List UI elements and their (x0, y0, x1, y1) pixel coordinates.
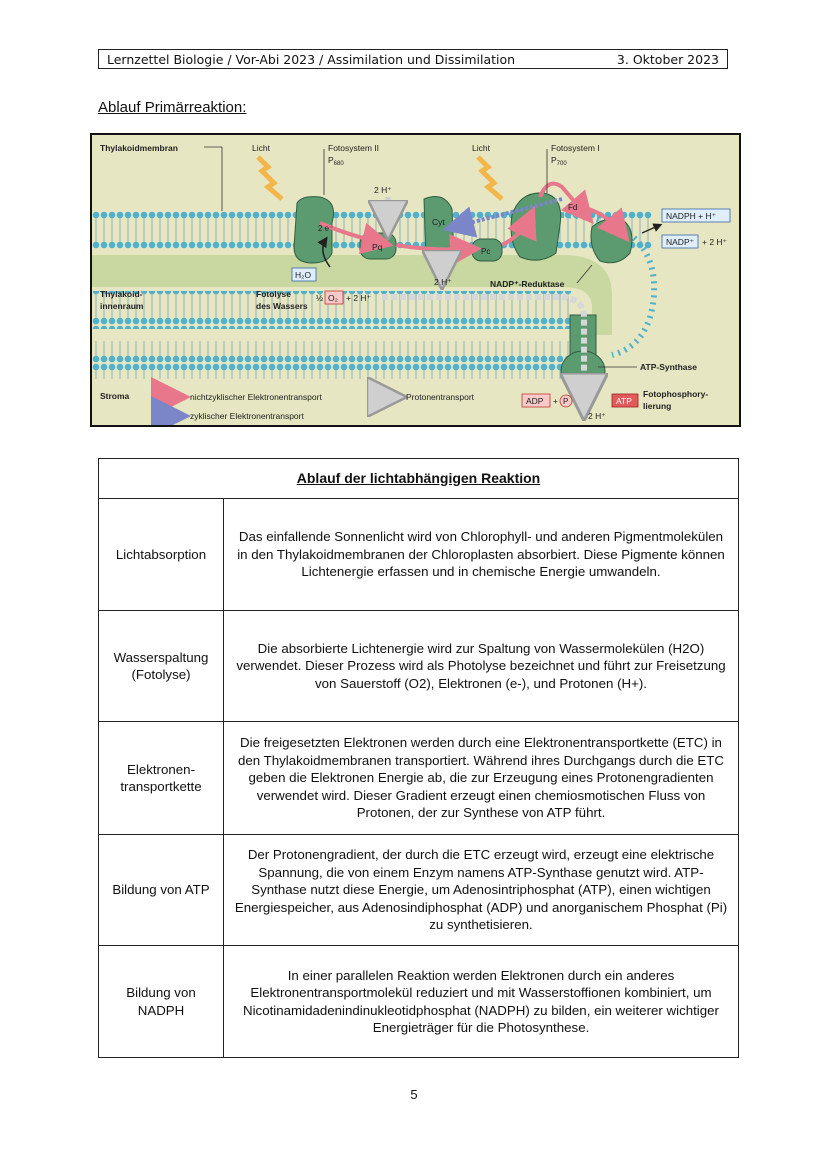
row-text: Die absorbierte Lichtenergie wird zur Spaltung von Wassermolekülen (H2O) verwendet. Dieser Prozess wird als Photolyse bezeichnet und führt zur Freisetzung von Sauerstoff (O2), Elektronen (e-), und Protonen (H+). (224, 611, 739, 722)
label-pc: Pc (481, 247, 491, 256)
label-h-top: 2 H⁺ (374, 185, 392, 195)
table-row (99, 611, 739, 722)
row-label: Bildung von NADPH (99, 946, 224, 1058)
row-text: Das einfallende Sonnenlicht wird von Chlorophyll- und anderen Pigmentmolekülen in den Thylakoidmembranen der Chloroplasten absorbiert. Diese Pigmente können Lichtenergie erfassen und in chemische Energie umwandeln. (224, 499, 739, 611)
label-lumen-2: innenraum (100, 301, 144, 311)
page-number: 5 (410, 1087, 418, 1102)
label-h-right: + 2 H⁺ (702, 237, 728, 247)
label-p680-p: P (328, 155, 334, 165)
label-h2o: H₂O (295, 270, 312, 280)
label-thylakoidmembran: Thylakoidmembran (100, 143, 178, 153)
label-atp: ATP (616, 396, 632, 406)
page-header (98, 49, 728, 69)
row-label: Bildung von ATP (99, 835, 224, 946)
label-photophos-2: lierung (643, 401, 672, 411)
reaction-table (98, 458, 739, 1058)
label-fotosystem-2: Fotosystem II (328, 143, 380, 153)
label-plus: + (553, 396, 558, 406)
row-text: Die freigesetzten Elektronen werden durch eine Elektronentransportkette (ETC) in den Thylakoidmembranen transportiert. Während ihres Durchgangs durch die ETC geben die Elektronen Energie ab, die zur Erzeugung eines Protonengradienten verwendet wird. Dieser Gradient erzeugt einen chemiosmotischen Fluss von Protonen, der zur Synthese von ATP führt. (224, 722, 739, 835)
table-row (99, 722, 739, 835)
row-label: Lichtabsorption (99, 499, 224, 611)
label-o2-fraction: ½ (316, 293, 324, 303)
label-electrons: 2 e⁻ (318, 224, 334, 233)
label-stroma: Stroma (100, 391, 130, 401)
membrane-lower (92, 341, 572, 379)
label-h-lumen: + 2 H⁺ (346, 293, 372, 303)
label-nadp: NADP⁺ (666, 237, 695, 247)
table-row (99, 835, 739, 946)
row-label: Elektronen-transportkette (99, 722, 224, 835)
label-h-bottom: 2 H⁺ (588, 411, 606, 421)
label-pq: Pq (372, 242, 383, 252)
cytochrome-complex (424, 197, 454, 263)
legend-proton: Protonentransport (406, 392, 475, 402)
label-fotolyse-1: Fotolyse (256, 289, 291, 299)
label-adp: ADP (526, 396, 544, 406)
row-text: Der Protonengradient, der durch die ETC erzeugt wird, erzeugt eine elektrische Spannung, die von einem Enzym namens ATP-Synthase genutzt wird. ATP-Synthase nutzt diese Energie, um Adenosintriphosphat (ATP), einen wichtigen Energiespeicher, aus Adenosindiphosphat (ADP) und anorganischem Phosphat (Pi) zu synthetisieren. (224, 835, 739, 946)
label-atp-synthase: ATP-Synthase (640, 362, 697, 372)
label-p700-sub: 700 (556, 161, 567, 167)
table-header-row (99, 459, 739, 499)
table-row (99, 499, 739, 611)
header-title: Lernzettel Biologie / Vor-Abi 2023 / Assimilation und Dissimilation (107, 51, 516, 67)
photosystem-1 (511, 193, 561, 260)
header-date: 3. Oktober 2023 (616, 51, 719, 67)
row-text: In einer parallelen Reaktion werden Elektronen durch ein anderes Elektronentransportmolekül reduziert und mit Wasserstoffionen kombiniert, um Nicotinamidadenindinukleotidphosphat (NADPH) zu bilden, ein weiterer wichtiger Energieträger für die Photosynthese. (224, 946, 739, 1058)
label-fotosystem-1: Fotosystem I (551, 143, 600, 153)
label-licht-2: Licht (472, 143, 490, 153)
label-o2: O₂ (328, 293, 338, 303)
label-fd: Fd (568, 203, 578, 212)
label-phosphate: P (563, 397, 569, 406)
legend-noncyclic: nichtzyklischer Elektronentransport (190, 392, 322, 402)
label-p680-sub: 680 (333, 161, 344, 167)
nadp-reductase (591, 219, 632, 263)
table-title: Ablauf der lichtabhängigen Reaktion (99, 459, 739, 499)
label-nadph: NADPH + H⁺ (666, 211, 717, 221)
table-row (99, 946, 739, 1058)
label-p700-p: P (551, 155, 557, 165)
diagram-svg (92, 135, 739, 425)
label-licht-1: Licht (252, 143, 270, 153)
legend-cyclic: zyklischer Elektronentransport (190, 411, 304, 421)
row-label: Wasserspaltung (Fotolyse) (99, 611, 224, 722)
primary-reaction-diagram (90, 133, 741, 427)
label-lumen-1: Thylakoid- (100, 289, 143, 299)
label-h-mid: 2 H⁺ (434, 277, 452, 287)
label-photophos-1: Fotophosphory- (643, 389, 709, 399)
label-fotolyse-2: des Wassers (256, 301, 308, 311)
section-title: Ablauf Primärreaktion: (98, 99, 247, 116)
label-cyt: Cyt (432, 217, 445, 227)
label-nadp-reduktase: NADP⁺-Reduktase (490, 279, 565, 289)
